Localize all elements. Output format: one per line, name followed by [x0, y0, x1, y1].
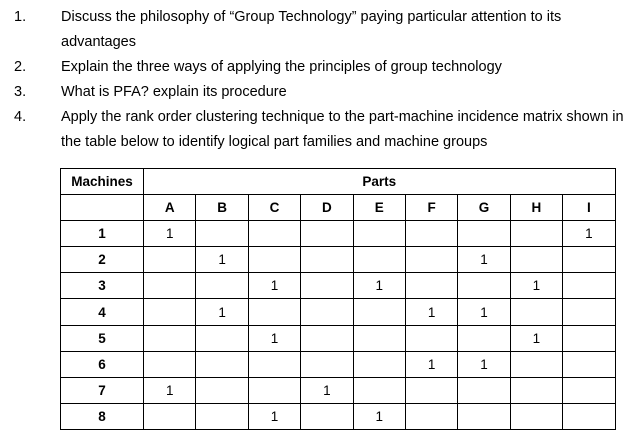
incidence-cell [563, 299, 615, 325]
incidence-cell [458, 273, 510, 299]
incidence-cell [563, 351, 615, 377]
question-number: 2. [14, 59, 27, 75]
part-label: G [458, 195, 510, 221]
blank-header-cell [61, 195, 144, 221]
incidence-cell [196, 221, 248, 247]
incidence-cell [196, 377, 248, 403]
machine-label: 7 [61, 377, 144, 403]
machine-row [61, 403, 616, 429]
incidence-cell [144, 247, 196, 273]
incidence-cell [196, 325, 248, 351]
machine-label: 2 [61, 247, 144, 273]
question-text: Apply the rank order clustering technique to the part-machine incidence matrix shown in the table below to identify logical part families and machine groups [61, 109, 624, 150]
incidence-cell [144, 403, 196, 429]
incidence-cell [144, 325, 196, 351]
incidence-cell: 1 [510, 325, 562, 351]
machine-row [61, 299, 616, 325]
incidence-cell [563, 273, 615, 299]
machine-row [61, 221, 616, 247]
incidence-cell [458, 377, 510, 403]
incidence-cell [301, 247, 353, 273]
incidence-cell [196, 273, 248, 299]
part-label: C [248, 195, 300, 221]
incidence-cell: 1 [563, 221, 615, 247]
incidence-cell [301, 221, 353, 247]
matrix-body [61, 169, 616, 430]
incidence-cell [510, 403, 562, 429]
incidence-cell: 1 [405, 299, 457, 325]
incidence-cell: 1 [144, 221, 196, 247]
incidence-cell [458, 221, 510, 247]
incidence-cell [353, 351, 405, 377]
incidence-cell: 1 [196, 299, 248, 325]
incidence-cell: 1 [353, 403, 405, 429]
incidence-cell [301, 299, 353, 325]
incidence-cell: 1 [144, 377, 196, 403]
incidence-cell [353, 325, 405, 351]
incidence-cell: 1 [458, 299, 510, 325]
incidence-cell [405, 377, 457, 403]
incidence-cell [144, 299, 196, 325]
machine-row [61, 273, 616, 299]
incidence-cell: 1 [458, 351, 510, 377]
machine-label: 8 [61, 403, 144, 429]
incidence-cell [510, 377, 562, 403]
incidence-cell [248, 299, 300, 325]
machine-row [61, 247, 616, 273]
incidence-cell [405, 403, 457, 429]
part-label: A [144, 195, 196, 221]
incidence-cell [301, 325, 353, 351]
part-label: B [196, 195, 248, 221]
incidence-cell: 1 [196, 247, 248, 273]
incidence-cell [144, 273, 196, 299]
incidence-cell [510, 351, 562, 377]
incidence-cell [301, 403, 353, 429]
incidence-cell [248, 377, 300, 403]
incidence-cell: 1 [301, 377, 353, 403]
machine-label: 6 [61, 351, 144, 377]
machines-header: Machines [61, 169, 144, 195]
incidence-cell [510, 221, 562, 247]
part-labels-row [61, 195, 616, 221]
incidence-cell: 1 [510, 273, 562, 299]
incidence-cell [301, 351, 353, 377]
question-text: Explain the three ways of applying the principles of group technology [61, 59, 502, 75]
header-row [61, 169, 616, 195]
question-number: 1. [14, 9, 27, 25]
incidence-cell [563, 403, 615, 429]
part-label: E [353, 195, 405, 221]
incidence-cell [405, 221, 457, 247]
incidence-cell: 1 [458, 247, 510, 273]
machine-row [61, 325, 616, 351]
incidence-cell: 1 [248, 273, 300, 299]
incidence-cell [353, 221, 405, 247]
incidence-cell [301, 273, 353, 299]
question-number: 4. [14, 109, 27, 125]
incidence-matrix-table [60, 168, 616, 430]
machine-label: 1 [61, 221, 144, 247]
incidence-cell: 1 [405, 351, 457, 377]
incidence-cell [248, 221, 300, 247]
incidence-cell [510, 247, 562, 273]
question-text: Discuss the philosophy of “Group Technology” paying particular attention to its advantages [61, 9, 562, 50]
part-label: I [563, 195, 615, 221]
incidence-cell [248, 247, 300, 273]
incidence-cell [353, 299, 405, 325]
incidence-cell: 1 [248, 403, 300, 429]
question-number: 3. [14, 84, 27, 100]
incidence-cell [144, 351, 196, 377]
incidence-cell [563, 247, 615, 273]
incidence-cell [196, 403, 248, 429]
incidence-cell: 1 [353, 273, 405, 299]
parts-header: Parts [144, 169, 616, 195]
question-text: What is PFA? explain its procedure [61, 84, 287, 100]
incidence-cell [563, 377, 615, 403]
incidence-cell: 1 [248, 325, 300, 351]
incidence-cell [248, 351, 300, 377]
part-label: H [510, 195, 562, 221]
part-label: F [405, 195, 457, 221]
part-label: D [301, 195, 353, 221]
incidence-cell [353, 247, 405, 273]
incidence-cell [458, 403, 510, 429]
incidence-cell [458, 325, 510, 351]
incidence-cell [405, 325, 457, 351]
incidence-cell [405, 273, 457, 299]
machine-row [61, 377, 616, 403]
incidence-cell [353, 377, 405, 403]
machine-label: 3 [61, 273, 144, 299]
incidence-cell [563, 325, 615, 351]
incidence-cell [510, 299, 562, 325]
machine-label: 4 [61, 299, 144, 325]
incidence-cell [405, 247, 457, 273]
incidence-cell [196, 351, 248, 377]
machine-row [61, 351, 616, 377]
machine-label: 5 [61, 325, 144, 351]
